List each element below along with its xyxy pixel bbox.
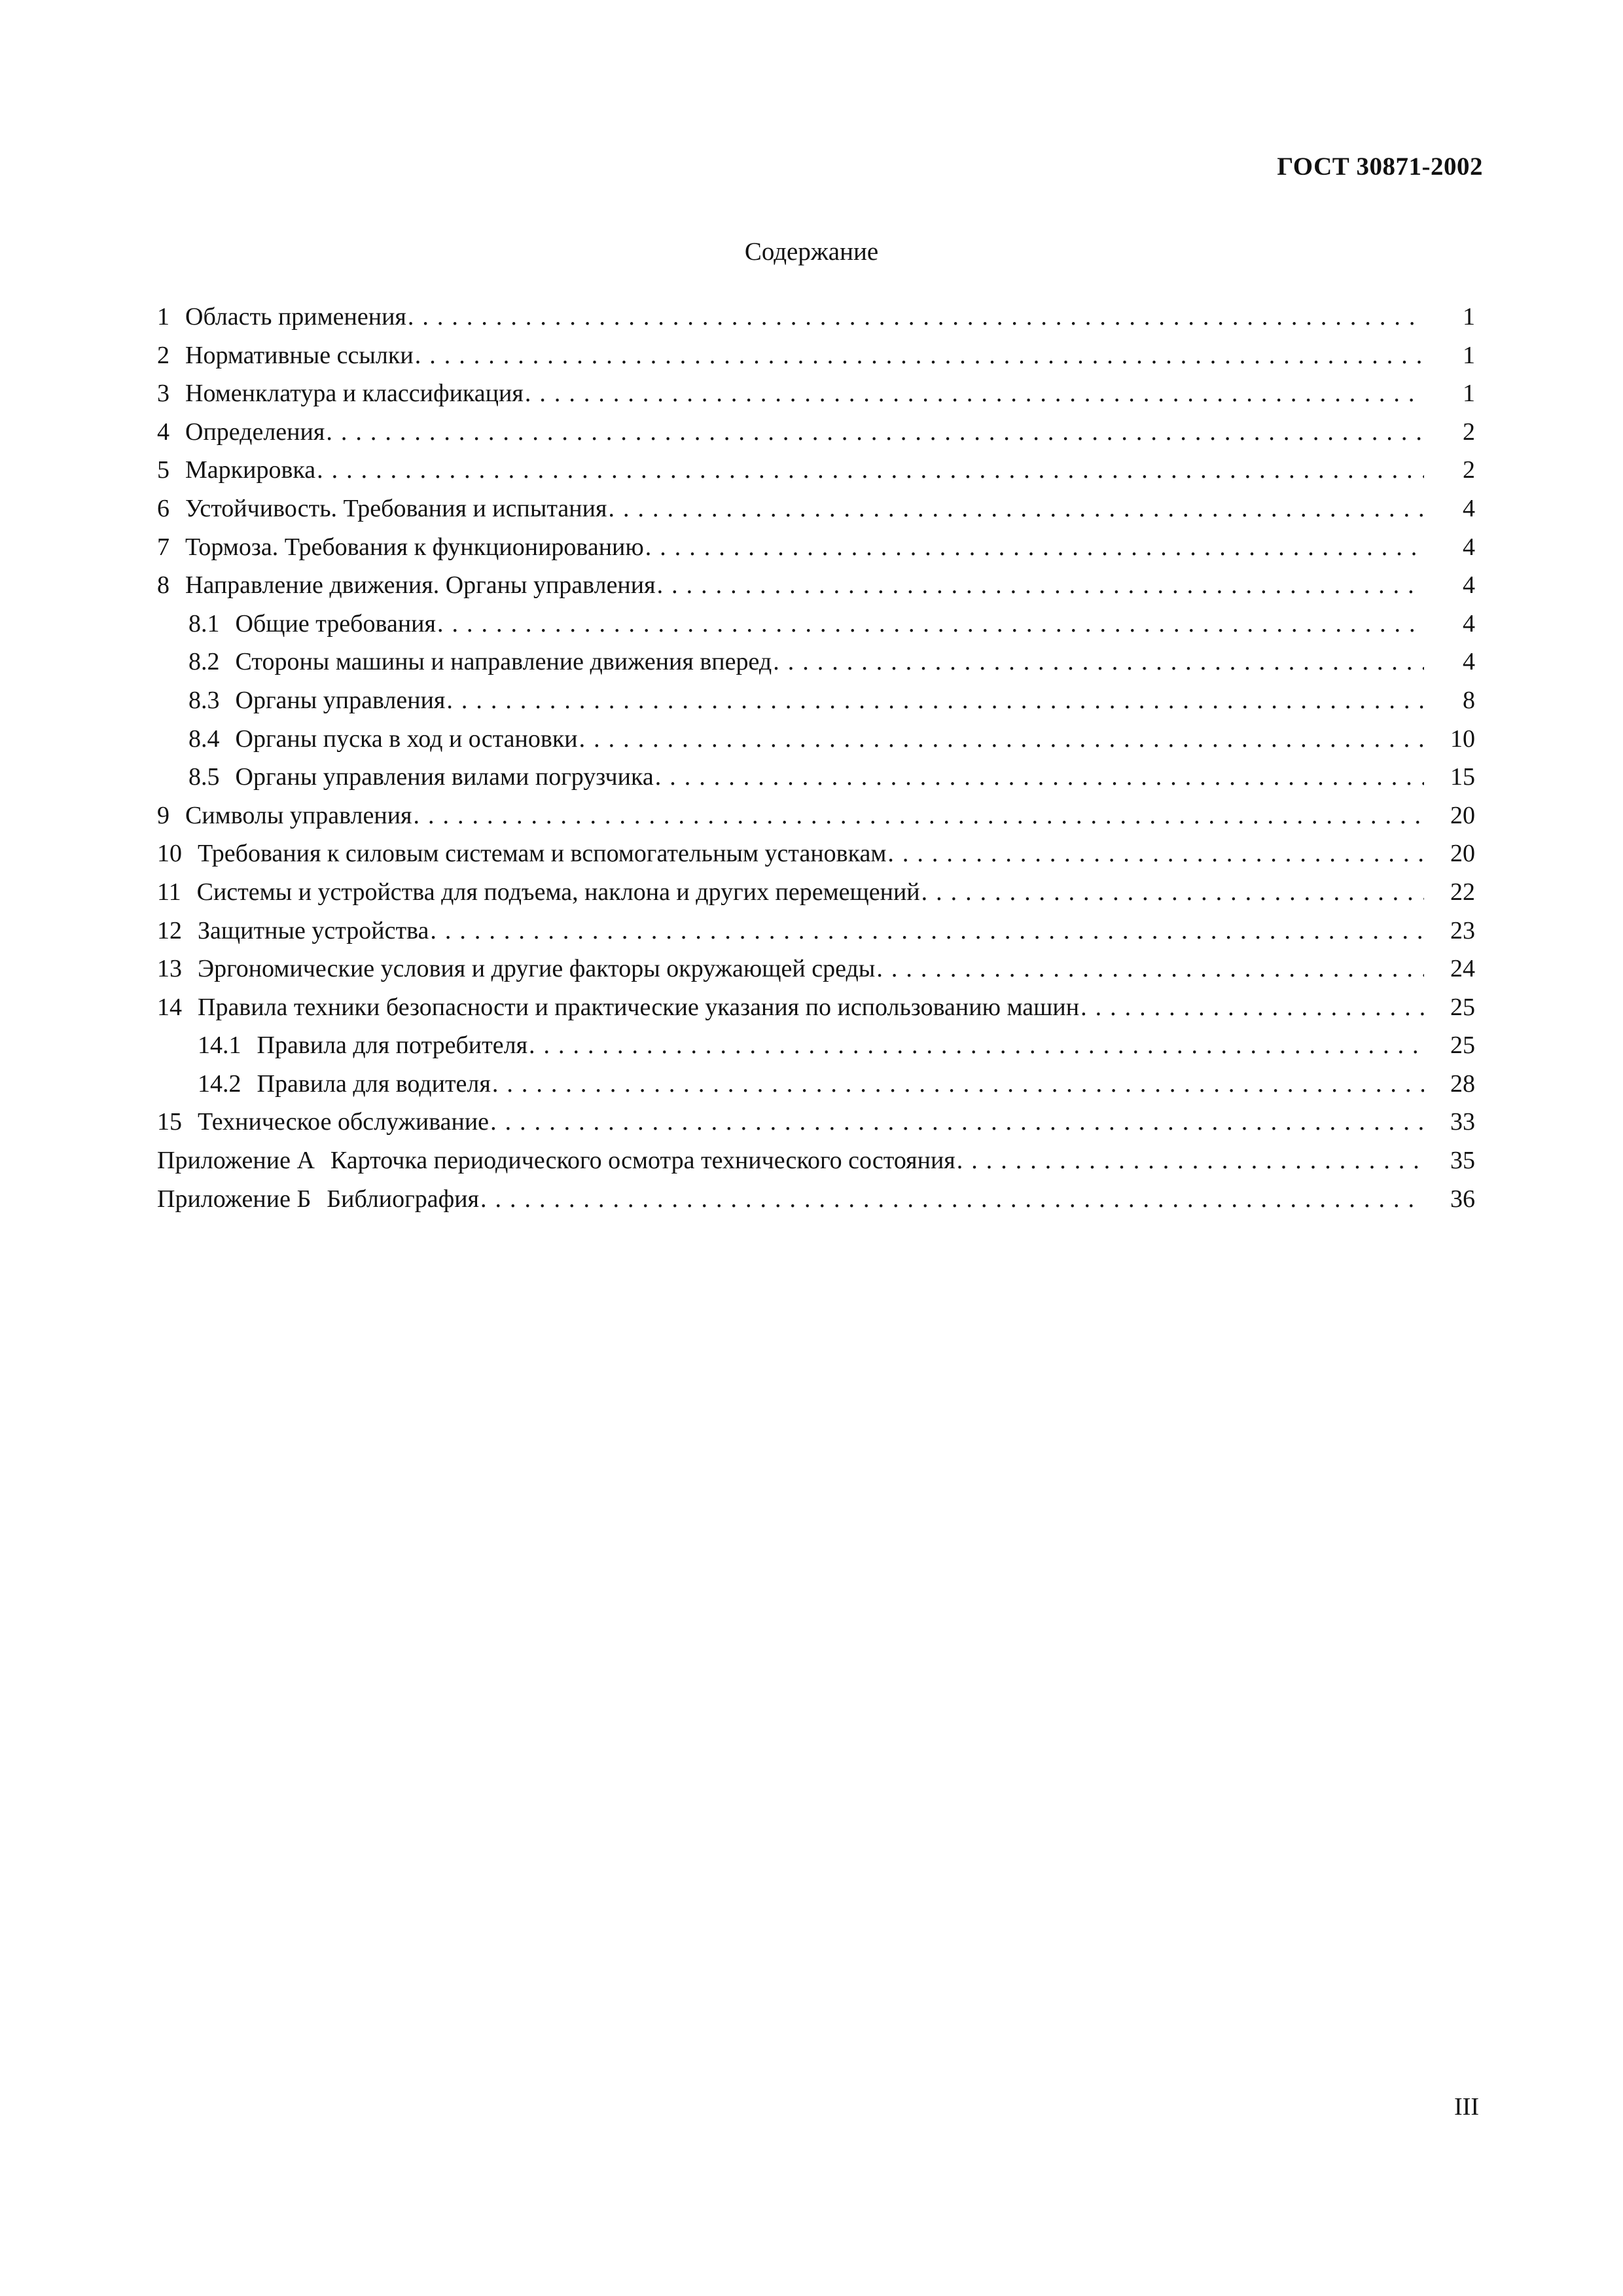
toc-entry-page: 33 xyxy=(1450,1108,1475,1136)
toc-entry[interactable] xyxy=(157,1141,1475,1180)
toc-dot-leader xyxy=(446,681,1424,720)
toc-entry[interactable] xyxy=(157,758,1475,797)
toc-entry[interactable] xyxy=(157,336,1475,375)
toc-entry-number: 3 xyxy=(157,380,169,408)
toc-entry-number: 8.2 xyxy=(188,648,220,676)
toc-entry-page: 1 xyxy=(1463,341,1475,369)
toc-entry-page: 4 xyxy=(1463,571,1475,600)
toc-entry-title: Правила техники безопасности и практические указания по использованию машин xyxy=(198,993,1080,1021)
toc-entry[interactable] xyxy=(157,490,1475,528)
toc-entry[interactable] xyxy=(157,643,1475,681)
toc-entry[interactable] xyxy=(157,988,1475,1027)
toc-entry[interactable] xyxy=(157,413,1475,452)
toc-entry[interactable] xyxy=(157,720,1475,759)
toc-entry-page: 23 xyxy=(1450,916,1475,944)
toc-dot-leader xyxy=(773,643,1424,681)
toc-entry-page: 25 xyxy=(1450,1031,1475,1060)
toc-entry-number: Приложение А xyxy=(157,1147,315,1175)
toc-entry-page: 15 xyxy=(1450,763,1475,791)
toc-entry-title: Символы управления xyxy=(185,801,412,829)
toc-entry[interactable] xyxy=(157,797,1475,835)
toc-entry[interactable] xyxy=(157,834,1475,873)
toc-entry-number: 8.5 xyxy=(188,763,220,791)
toc-entry[interactable] xyxy=(157,681,1475,720)
toc-entry-title: Устойчивость. Требования и испытания xyxy=(185,494,607,522)
toc-entry-page: 1 xyxy=(1463,303,1475,331)
toc-entry-page: 28 xyxy=(1450,1069,1475,1098)
toc-entry-number: 8.3 xyxy=(188,686,220,714)
toc-entry-page: 24 xyxy=(1450,955,1475,983)
toc-entry-number: 15 xyxy=(157,1108,182,1136)
toc-entry[interactable] xyxy=(157,1180,1475,1219)
toc-entry-title: Общие требования xyxy=(235,609,436,637)
toc-entry-title: Эргономические условия и другие факторы окружающей среды xyxy=(198,955,876,983)
toc-entry-number: 9 xyxy=(157,801,169,829)
toc-entry-number: 8.1 xyxy=(188,609,220,637)
toc-entry-title: Стороны машины и направление движения вперед xyxy=(235,648,772,676)
toc-entry-number: 8 xyxy=(157,571,169,600)
toc-entry-page: 8 xyxy=(1463,686,1475,714)
toc-dot-leader xyxy=(887,834,1424,873)
toc-entry-page: 22 xyxy=(1450,878,1475,906)
toc-entry-title: Область применения xyxy=(185,303,406,331)
toc-dot-leader xyxy=(608,490,1424,528)
toc-dot-leader xyxy=(921,873,1424,912)
document-code: ГОСТ 30871-2002 xyxy=(1277,152,1483,181)
toc-dot-leader xyxy=(876,950,1424,988)
toc-entry-number: 13 xyxy=(157,955,182,983)
toc-entry-page: 2 xyxy=(1463,418,1475,446)
toc-dot-leader xyxy=(490,1103,1424,1141)
toc-dot-leader xyxy=(492,1065,1424,1103)
toc-entry[interactable] xyxy=(157,1026,1475,1065)
toc-entry-number: Приложение Б xyxy=(157,1185,312,1213)
toc-dot-leader xyxy=(529,1026,1424,1065)
toc-entry-page: 4 xyxy=(1463,533,1475,561)
toc-entry[interactable] xyxy=(157,1065,1475,1103)
toc-entry-page: 20 xyxy=(1450,840,1475,868)
toc-entry[interactable] xyxy=(157,912,1475,950)
toc-entry-title: Системы и устройства для подъема, наклона и других перемещений xyxy=(196,878,920,906)
toc-entry[interactable] xyxy=(157,528,1475,567)
page-number: III xyxy=(1454,2093,1479,2121)
toc-entry-number: 11 xyxy=(157,878,181,906)
toc-entry-title: Нормативные ссылки xyxy=(185,341,414,369)
toc-entry-number: 14.2 xyxy=(198,1069,241,1098)
toc-entry[interactable] xyxy=(157,1103,1475,1141)
toc-dot-leader xyxy=(415,336,1424,375)
toc-entry-title: Направление движения. Органы управления xyxy=(185,571,656,600)
toc-entry-number: 10 xyxy=(157,840,182,868)
toc-entry-page: 1 xyxy=(1463,380,1475,408)
toc-entry-number: 14.1 xyxy=(198,1031,241,1060)
toc-entry-number: 12 xyxy=(157,916,182,944)
toc-dot-leader xyxy=(437,605,1424,643)
toc-entry-number: 6 xyxy=(157,494,169,522)
toc-dot-leader xyxy=(408,298,1424,336)
toc-entry[interactable] xyxy=(157,374,1475,413)
toc-dot-leader xyxy=(645,528,1424,567)
toc-entry-title: Правила для водителя xyxy=(257,1069,491,1098)
toc-dot-leader xyxy=(1080,988,1424,1027)
toc-entry-title: Маркировка xyxy=(185,456,316,484)
toc-entry-title: Органы пуска в ход и остановки xyxy=(235,725,578,753)
toc-entry-page: 4 xyxy=(1463,648,1475,676)
toc-entry-title: Карточка периодического осмотра технического состояния xyxy=(330,1147,955,1175)
toc-entry-number: 4 xyxy=(157,418,169,446)
table-of-contents xyxy=(157,298,1475,1218)
toc-entry-page: 20 xyxy=(1450,801,1475,829)
toc-entry-title: Защитные устройства xyxy=(198,916,429,944)
toc-entry-title: Органы управления xyxy=(235,686,446,714)
toc-entry[interactable] xyxy=(157,451,1475,490)
toc-entry-title: Правила для потребителя xyxy=(257,1031,528,1060)
toc-dot-leader xyxy=(957,1141,1424,1180)
toc-entry[interactable] xyxy=(157,605,1475,643)
toc-entry-number: 7 xyxy=(157,533,169,561)
toc-entry[interactable] xyxy=(157,950,1475,988)
toc-dot-leader xyxy=(525,374,1424,413)
toc-entry-page: 36 xyxy=(1450,1185,1475,1213)
toc-entry-number: 2 xyxy=(157,341,169,369)
toc-dot-leader xyxy=(414,797,1424,835)
toc-entry-title: Тормоза. Требования к функционированию xyxy=(185,533,644,561)
toc-dot-leader xyxy=(657,566,1424,605)
toc-dot-leader xyxy=(430,912,1424,950)
toc-entry-page: 10 xyxy=(1450,725,1475,753)
toc-entry-number: 8.4 xyxy=(188,725,220,753)
toc-dot-leader xyxy=(326,413,1424,452)
toc-entry-number: 1 xyxy=(157,303,169,331)
toc-entry-number: 5 xyxy=(157,456,169,484)
toc-entry-page: 4 xyxy=(1463,609,1475,637)
toc-entry-page: 25 xyxy=(1450,993,1475,1021)
toc-entry[interactable] xyxy=(157,873,1475,912)
toc-entry-page: 35 xyxy=(1450,1147,1475,1175)
toc-entry-title: Библиография xyxy=(327,1185,480,1213)
toc-dot-leader xyxy=(579,720,1424,759)
toc-entry[interactable] xyxy=(157,298,1475,336)
toc-dot-leader xyxy=(317,451,1424,490)
toc-entry-title: Органы управления вилами погрузчика xyxy=(235,763,654,791)
toc-entry-number: 14 xyxy=(157,993,182,1021)
toc-entry-title: Определения xyxy=(185,418,325,446)
toc-entry-page: 2 xyxy=(1463,456,1475,484)
toc-dot-leader xyxy=(480,1180,1424,1219)
toc-entry[interactable] xyxy=(157,566,1475,605)
toc-entry-page: 4 xyxy=(1463,494,1475,522)
toc-entry-title: Техническое обслуживание xyxy=(198,1108,490,1136)
toc-dot-leader xyxy=(655,758,1424,797)
toc-entry-title: Требования к силовым системам и вспомогательным установкам xyxy=(198,840,887,868)
toc-title: Содержание xyxy=(744,238,879,266)
toc-entry-title: Номенклатура и классификация xyxy=(185,380,524,408)
